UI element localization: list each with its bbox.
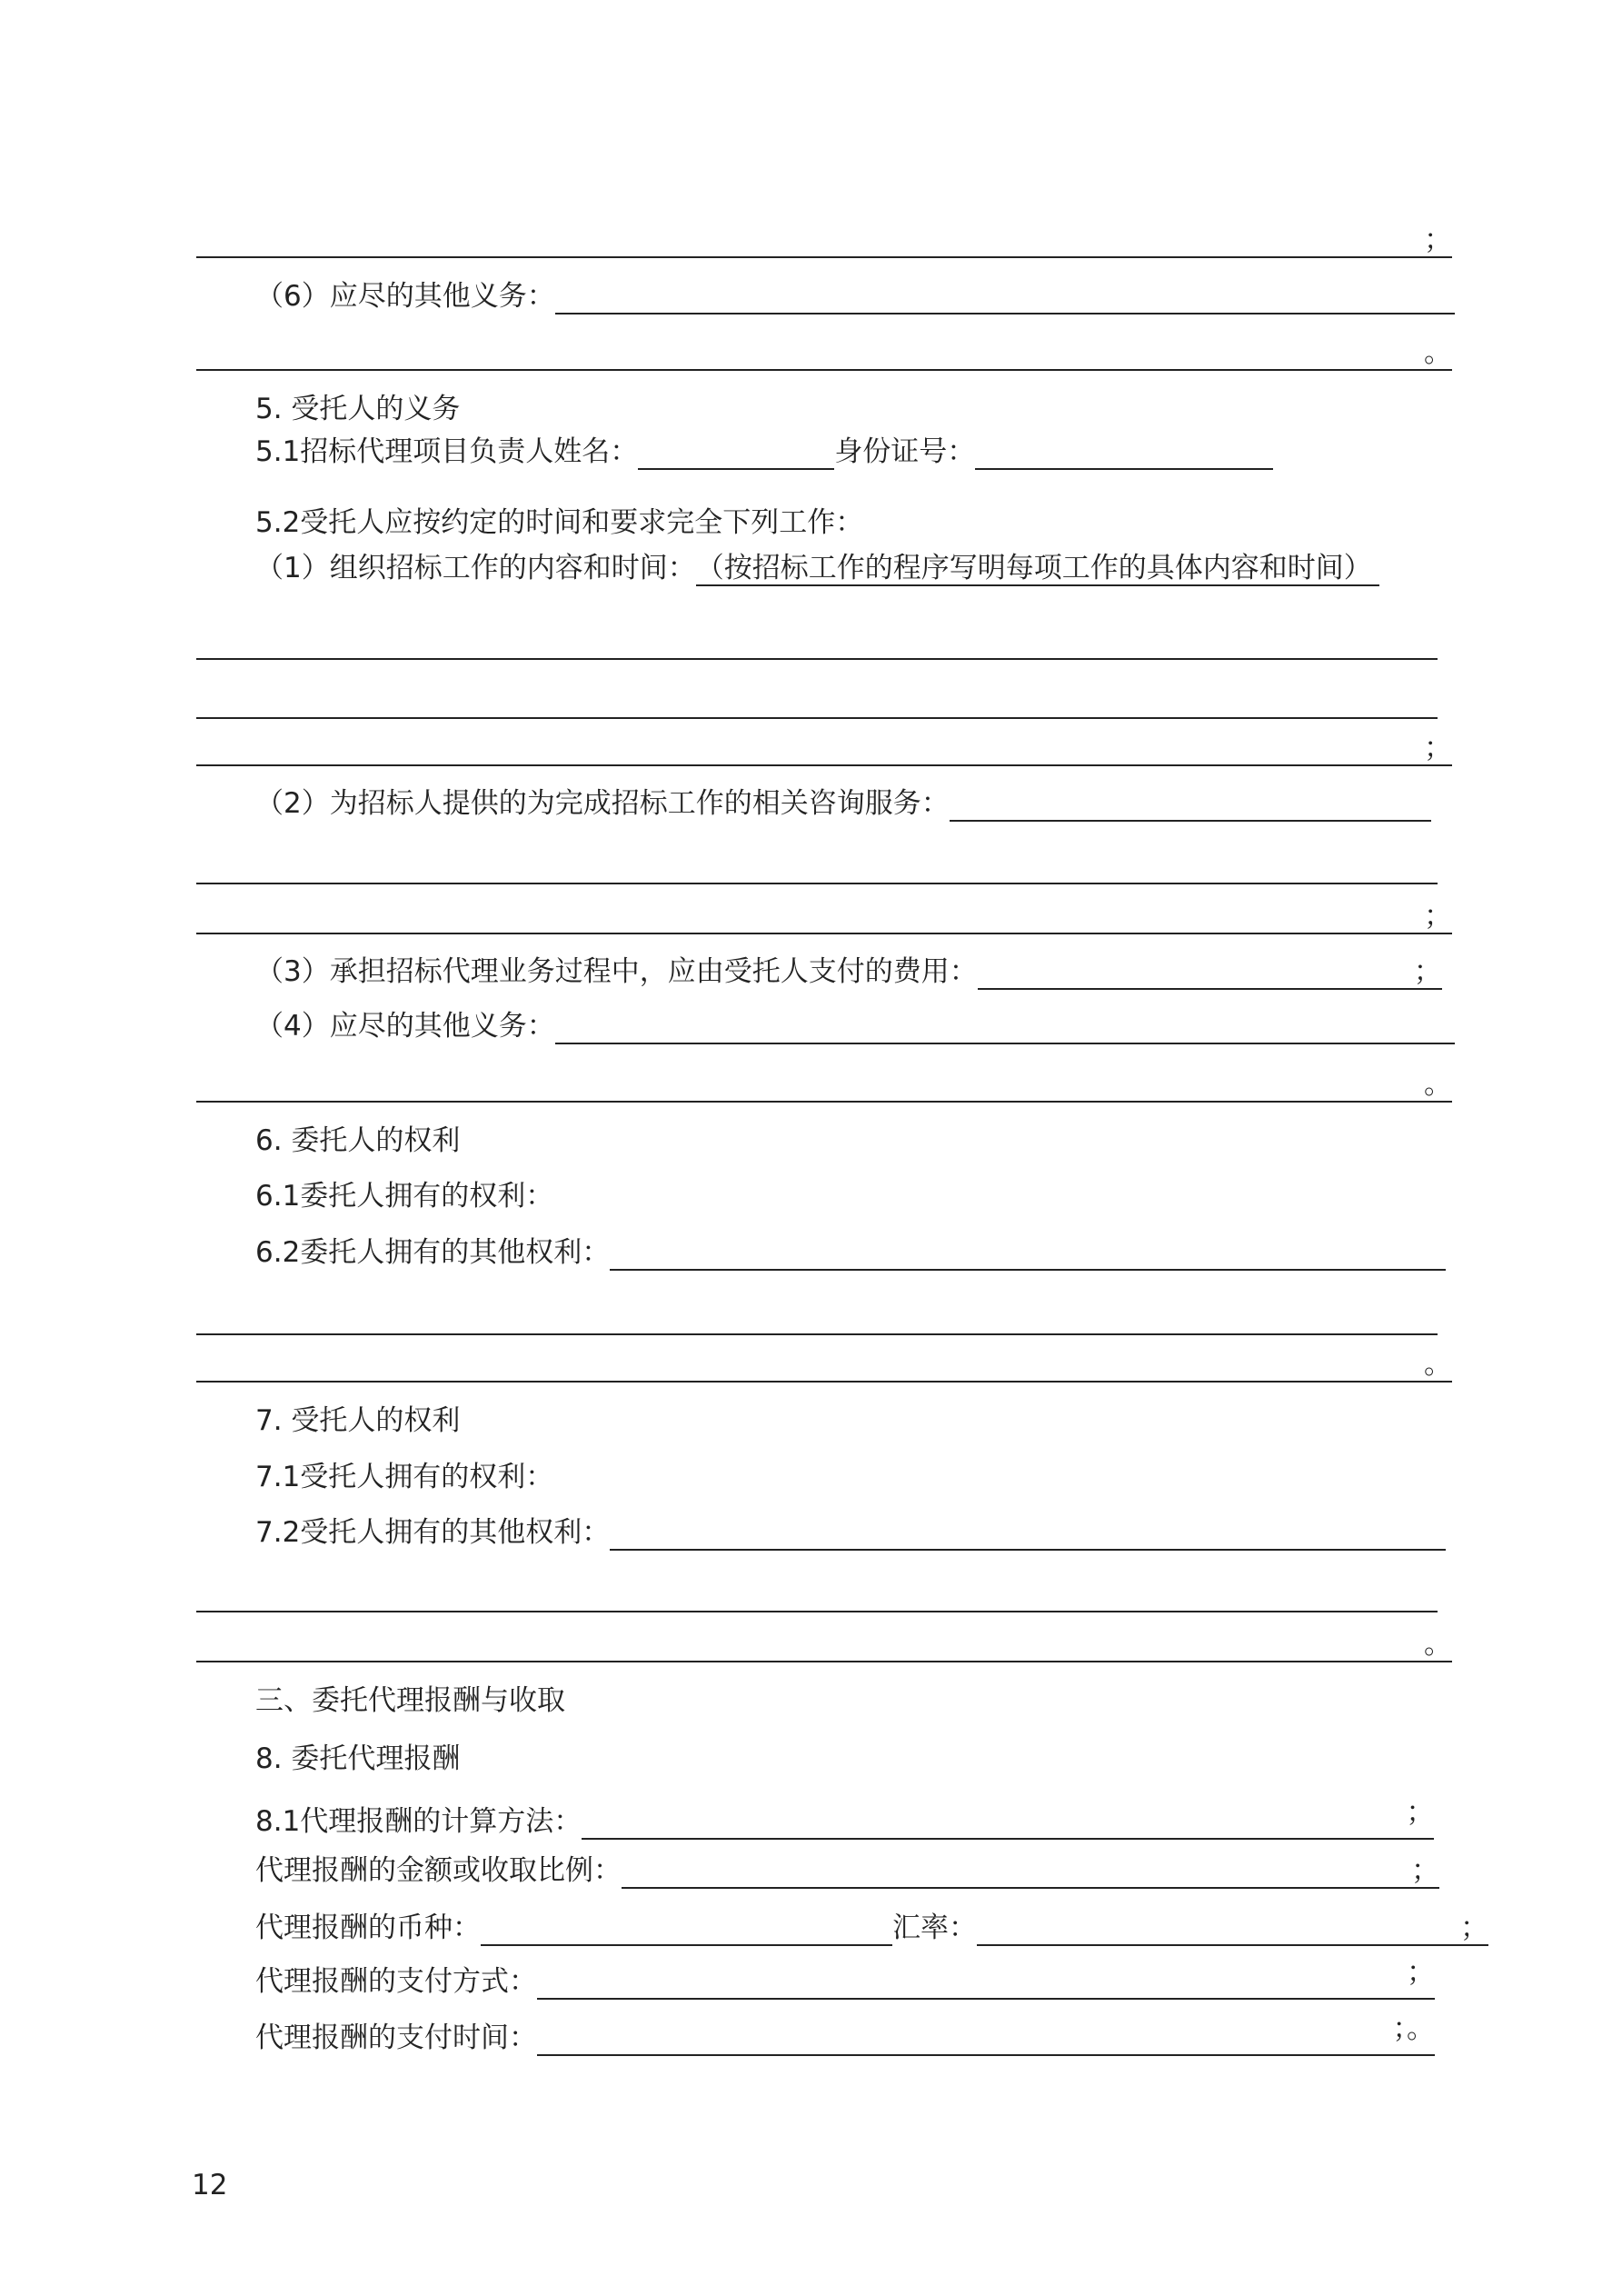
- manager-name-label: 5.1招标代理项目负责人姓名：: [255, 435, 639, 468]
- i4-field[interactable]: [555, 1008, 1455, 1044]
- page-number: 12: [192, 2169, 228, 2201]
- method-label: 代理报酬的支付方式：: [255, 1965, 537, 1998]
- currency-label: 代理报酬的币种：: [255, 1912, 481, 1944]
- punctuation: ；: [1424, 224, 1452, 256]
- s52-text: 5.2受托人应按约定的时间和要求完全下列工作：: [255, 506, 864, 539]
- i2-label: （2）为招标人提供的为完成招标工作的相关咨询服务：: [255, 787, 950, 820]
- blank-line[interactable]: [196, 622, 1438, 660]
- i2-field[interactable]: [950, 785, 1431, 822]
- punctuation: ；: [1424, 732, 1452, 764]
- calc-label: 8.1代理报酬的计算方法：: [255, 1805, 582, 1838]
- item6-row: [255, 278, 1455, 314]
- blank-line[interactable]: [196, 681, 1438, 719]
- blank-line[interactable]: [196, 1624, 1452, 1662]
- s61-text: 6.1委托人拥有的权利：: [255, 1180, 554, 1213]
- i1-row: [255, 550, 1379, 586]
- punctuation: ；: [1407, 1956, 1435, 1989]
- i1-label: （1）组织招标工作的内容和时间：: [255, 552, 696, 584]
- currency-row: [255, 1910, 1488, 1946]
- s62-row: [255, 1234, 1446, 1271]
- calc-field[interactable]: [582, 1792, 1434, 1840]
- rate-label: 汇率：: [892, 1912, 977, 1944]
- amount-field[interactable]: [622, 1852, 1439, 1889]
- blank-line[interactable]: [196, 1344, 1452, 1383]
- blank-line[interactable]: [196, 896, 1452, 934]
- blank-line[interactable]: [196, 1574, 1438, 1612]
- punctuation: 。: [1424, 1068, 1452, 1101]
- s62-field[interactable]: [610, 1234, 1446, 1271]
- time-label: 代理报酬的支付时间：: [255, 2021, 537, 2054]
- section7-title: 7. 受托人的权利: [255, 1404, 461, 1437]
- i4-row: [255, 1008, 1455, 1044]
- rate-field[interactable]: [977, 1910, 1488, 1946]
- blank-line[interactable]: [196, 846, 1438, 884]
- item6-field[interactable]: [555, 278, 1455, 314]
- s51-row: [255, 434, 1273, 470]
- currency-field[interactable]: [481, 1910, 892, 1946]
- section6-title: 6. 委托人的权利: [255, 1124, 461, 1157]
- punctuation: ；: [1413, 955, 1442, 988]
- i1-hint: （按招标工作的程序写明每项工作的具体内容和时间）: [696, 552, 1379, 586]
- punctuation: ；: [1411, 1854, 1439, 1887]
- s72-row: [255, 1514, 1446, 1551]
- i3-row: [255, 953, 1442, 990]
- i2-row: [255, 785, 1431, 822]
- punctuation: ；: [1460, 1912, 1488, 1944]
- section8-title: 8. 委托代理报酬: [255, 1742, 461, 1775]
- i3-field[interactable]: [978, 953, 1442, 990]
- punctuation: ；: [1406, 1796, 1435, 1829]
- calc-row: [255, 1796, 1435, 1840]
- manager-name-field[interactable]: [638, 434, 834, 470]
- punctuation: ；。: [1392, 2012, 1435, 2045]
- blank-line[interactable]: [196, 728, 1452, 766]
- punctuation: 。: [1424, 1348, 1452, 1381]
- punctuation: 。: [1424, 1628, 1452, 1661]
- id-number-label: 身份证号：: [834, 435, 976, 468]
- i3-label: （3）承担招标代理业务过程中，应由受托人支付的费用：: [255, 955, 978, 988]
- blank-line[interactable]: [196, 1297, 1438, 1335]
- s72-label: 7.2受托人拥有的其他权利：: [255, 1516, 611, 1549]
- time-row: [255, 2012, 1435, 2056]
- punctuation: 。: [1424, 336, 1452, 369]
- method-row: [255, 1956, 1435, 2000]
- section5-title: 5. 受托人的义务: [255, 393, 461, 425]
- item6-label: （6）应尽的其他义务：: [255, 280, 555, 313]
- amount-row: [255, 1852, 1439, 1889]
- amount-label: 代理报酬的金额或收取比例：: [255, 1854, 622, 1887]
- i4-label: （4）应尽的其他义务：: [255, 1010, 555, 1043]
- s71-text: 7.1受托人拥有的权利：: [255, 1461, 554, 1493]
- blank-line[interactable]: [196, 333, 1452, 371]
- s72-field[interactable]: [610, 1514, 1446, 1551]
- part3-title: 三、委托代理报酬与收取: [255, 1684, 565, 1717]
- id-number-field[interactable]: [975, 434, 1273, 470]
- time-field[interactable]: [537, 2009, 1435, 2056]
- blank-line[interactable]: [196, 1064, 1452, 1103]
- punctuation: ；: [1424, 900, 1452, 933]
- s62-label: 6.2委托人拥有的其他权利：: [255, 1236, 611, 1269]
- blank-line[interactable]: [196, 220, 1452, 258]
- method-field[interactable]: [537, 1952, 1435, 2000]
